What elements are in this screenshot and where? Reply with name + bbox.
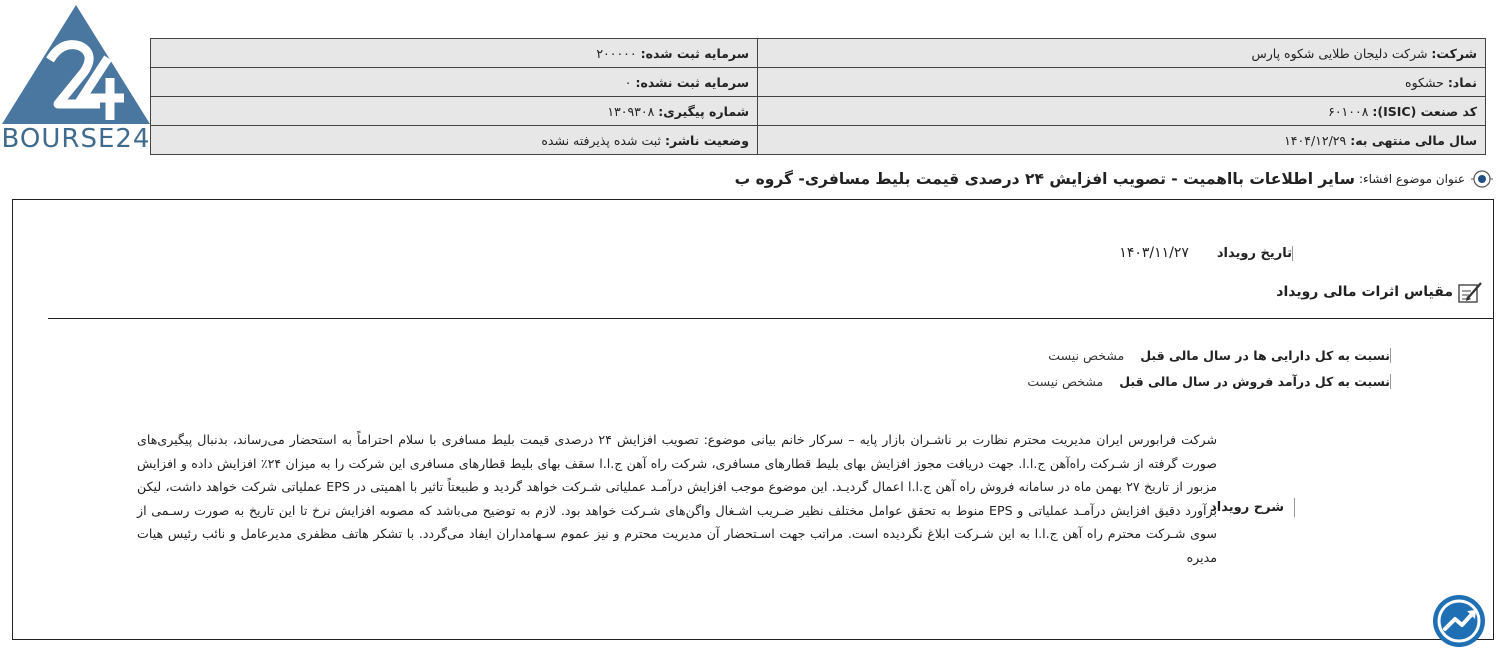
target-icon bbox=[1471, 168, 1493, 190]
capital-unregistered-label: سرمایه ثبت نشده: bbox=[635, 74, 749, 90]
tracking-label: شماره پیگیری: bbox=[658, 103, 749, 119]
isic-value: ۶۰۱۰۰۸ bbox=[1328, 103, 1369, 119]
symbol-value: حشکوه bbox=[1405, 74, 1444, 90]
tracking-value: ۱۳۰۹۳۰۸ bbox=[607, 103, 655, 119]
logo-text: BOURSE24 bbox=[1, 124, 151, 154]
capital-unregistered-value: ۰ bbox=[624, 74, 632, 90]
company-label: شرکت: bbox=[1431, 45, 1477, 61]
event-details-panel bbox=[12, 199, 1494, 640]
isic-label: کد صنعت (ISIC): bbox=[1372, 103, 1477, 119]
capital-unregistered-cell bbox=[151, 68, 758, 97]
disclosure-subject bbox=[735, 168, 1493, 190]
fiscal-year-label: سال مالی منتهی به: bbox=[1350, 132, 1477, 148]
publisher-status-label: وضعیت ناشر: bbox=[664, 132, 749, 148]
company-info-table bbox=[150, 38, 1486, 155]
ratio-row bbox=[1048, 348, 1391, 363]
tracking-cell bbox=[151, 97, 758, 126]
subject-title: سایر اطلاعات بااهمیت - تصویب افزایش ۲۴ درصدی قیمت بلیط مسافری- گروه ب bbox=[734, 170, 1355, 188]
section-divider bbox=[48, 318, 1493, 319]
ratio-label: نسبت به کل درآمد فروش در سال مالی قبل bbox=[1111, 374, 1391, 389]
publisher-status-value: ثبت شده پذیرفته نشده bbox=[541, 132, 661, 148]
event-date-value: ۱۴۰۳/۱۱/۲۷ bbox=[1119, 245, 1189, 261]
financial-effects-heading bbox=[1276, 280, 1483, 304]
fiscal-year-cell bbox=[758, 126, 1486, 155]
trend-chart-icon[interactable] bbox=[1431, 593, 1487, 649]
company-value: شرکت دلیجان طلایی شکوه پارس bbox=[1251, 45, 1428, 61]
symbol-cell bbox=[758, 68, 1486, 97]
ratio-label: نسبت به کل دارایی ها در سال مالی قبل bbox=[1132, 348, 1391, 363]
ratio-value: مشخص نیست bbox=[1048, 348, 1125, 363]
event-date-label: تاریخ رویداد bbox=[1203, 246, 1293, 261]
edit-note-icon bbox=[1457, 280, 1483, 304]
ratio-value: مشخص نیست bbox=[1027, 374, 1104, 389]
publisher-status-cell bbox=[151, 126, 758, 155]
capital-registered-cell bbox=[151, 39, 758, 68]
event-description-text: شرکت فرابورس ایران مدیریت محترم نظارت بر ناشـران بازار پایه – سرکار خانم بیانی موضوع: تصویب افزایش ۲۴ درصدی قیمت بلیط مسافری با سلام احتراماً به استحضار می‌رساند، بدنبال پیگیری‌های صورت گرفته از شـرکت راه‌آهن ج.ا.ا. جهت دریافت مجوز افزایش بهای بلیط قطارهای مسافری، شرکت راه آهن ج.ا.ا سقف بهای بلیط قطارهای مسافری این شرکت را به میزان ۲۴٪ افزایش داده و افزایش مزبور از تاریخ ۲۷ بهمن ماه در سامانه فروش راه آهن ج.ا.ا اعمال گردیـد. این موضوع موجب افزایش درآمـد عملیاتی شـرکت خواهد گردید و طبیعتاً تاثیر با اهمیتی در EPS عملیاتی شرکت خواهد داشت، لیکن برآورد دقیق افزایش درآمـد عملیاتی و EPS منوط به تحقق عوامل مختلف نظیر ضـریب اشـغال واگن‌های شـرکت خواهد بود. لازم به توضیح می‌باشد که مصوبه افزایش نرخ تا این تاریخ به صورت رسـمی از سوی شـرکت محترم راه آهن ج.ا.ا به این شـرکت ابلاغ نگردیده است. مراتب جهت اسـتحضار آن مدیریت محترم و نیز عموم سـهامداران ایفاد می‌گردد. با تشکر هاتف مظفری مدیرعامل و نائب رئیس هیات مدیره bbox=[137, 432, 1218, 565]
subject-label: عنوان موضوع افشاء: bbox=[1358, 172, 1465, 186]
event-description-label: شرح رویداد bbox=[1210, 498, 1295, 517]
event-date-row bbox=[1119, 245, 1293, 261]
capital-registered-label: سرمایه ثبت شده: bbox=[640, 45, 749, 61]
symbol-label: نماد: bbox=[1447, 74, 1477, 90]
isic-cell bbox=[758, 97, 1486, 126]
fiscal-year-value: ۱۴۰۴/۱۲/۲۹ bbox=[1284, 132, 1347, 148]
financial-effects-title: مقیاس اثرات مالی رویداد bbox=[1276, 284, 1453, 300]
capital-registered-value: ۲۰۰۰۰۰ bbox=[596, 45, 637, 61]
ratio-row bbox=[1027, 374, 1391, 389]
company-cell bbox=[758, 39, 1486, 68]
